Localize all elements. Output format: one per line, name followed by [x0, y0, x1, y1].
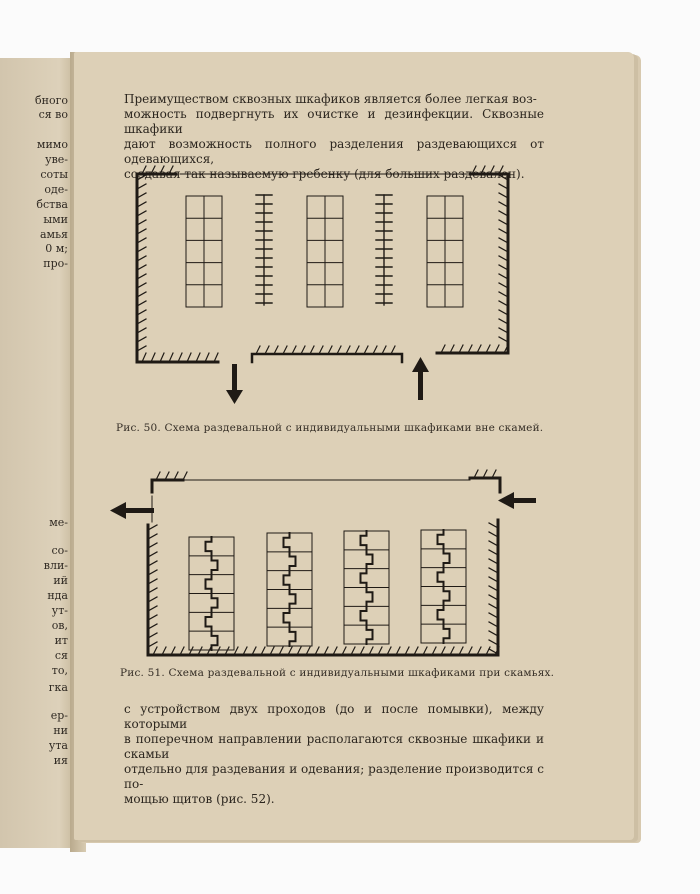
left-page-text-fragment: уве-: [45, 153, 68, 166]
left-page-text-fragment: ся: [54, 649, 68, 662]
left-page-text-fragment: ся во: [38, 108, 68, 121]
bottom-paragraph: с устройством двух проходов (до и после помывки), между которыми в поперечном направлении располагаются сквозные шкафики и скамьи отдельно для раздевания и одевания; разделение производится с по- мощью щитов (рис. 52).: [124, 702, 544, 806]
left-page-text-fragment: нда: [47, 589, 68, 602]
left-page-text-fragment: бного: [35, 94, 68, 107]
left-page-text-fragment: вли-: [43, 559, 68, 572]
left-page-text-fragment: мимо: [36, 138, 68, 151]
left-page-text-fragment: со-: [51, 544, 68, 557]
left-page-text-fragment: ута: [48, 739, 68, 752]
left-page-text-fragment: ит: [54, 634, 68, 647]
left-page-text-fragment: ме-: [49, 516, 68, 529]
left-page-text-fragment: ов,: [51, 619, 68, 632]
entrance-arrow-up: [412, 357, 429, 400]
figure-50-caption: Рис. 50. Схема раздевальной с индивидуальными шкафиками вне скамей.: [116, 422, 544, 434]
left-page-text-fragment: оде-: [44, 183, 68, 196]
left-page-text-fragment: ыми: [43, 213, 68, 226]
figure-50-plan: [137, 166, 508, 362]
figure-51-caption: Рис. 51. Схема раздевальной с индивидуальными шкафиками при скамьях.: [120, 667, 555, 679]
top-paragraph: Преимуществом сквозных шкафиков является более легкая воз- можность подвергнуть их очистке и дезинфекции. Сквозные шкафики дают возможность полного разделения раздевающихся от одевающихся, создавая так называемую гребенку (для больших раздевален).: [124, 92, 544, 181]
left-page-text-fragment: ут-: [51, 604, 68, 617]
left-page-text-fragment: амья: [39, 228, 68, 241]
left-page-text-fragment: про-: [43, 257, 68, 270]
figure-51-plan: [148, 470, 500, 655]
left-page-text-fragment: ия: [53, 754, 68, 767]
left-page-text-fragment: ер-: [50, 709, 68, 722]
exit-arrow-left: [110, 502, 154, 519]
exit-arrow-down: [226, 364, 243, 404]
left-page-text-fragment: соты: [40, 168, 68, 181]
left-page-text-fragment: ий: [53, 574, 68, 587]
left-page-text-fragment: бства: [36, 198, 68, 211]
left-page-text-fragment: 0 м;: [45, 242, 68, 255]
left-page-text-fragment: ни: [53, 724, 68, 737]
left-page-text-fragment: то,: [51, 664, 68, 677]
left-page-text-fragment: гка: [48, 681, 68, 694]
entrance-arrow-left: [498, 492, 536, 509]
